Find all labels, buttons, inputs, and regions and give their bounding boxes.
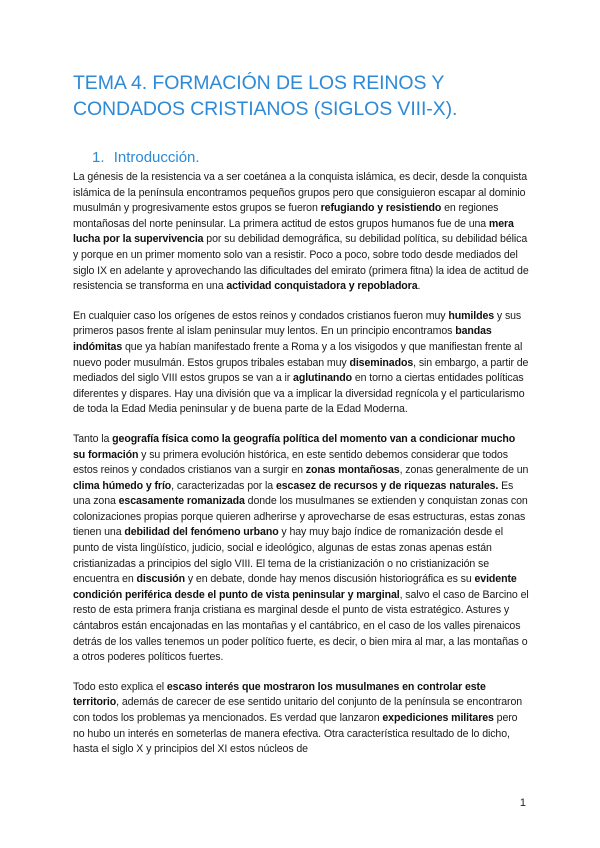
paragraph-text: , salvo el caso de Barcino el resto de esta primera franja cristiana es marginal desde el punto de vista estratégico. Astures y cántabros están encajonadas en las montañas y el cantábrico, en el caso de los valles pirenaicos detrás de los valles tenemos un poder político fuerte, es decir, o bien mira al mar, a las montañas o a otros poderes políticos fuertes. [73,588,529,664]
emphasis-text: diseminados [349,356,414,369]
paragraph-text: y hay muy bajo índice de romanización desde el punto de vista lingüístico, judicio, social e ideológico, algunas de estas zonas apenas están cristianizadas a principios del siglo VIII. El tema de la cristianización o no cristianización se encuentra en [73,526,503,586]
emphasis-text: discusión [136,573,186,586]
paragraph-text: y su primera evolución histórica, en este sentido debemos considerar que todos estos reinos y condados cristianos van a surgir en [73,448,508,477]
paragraph [73,432,529,666]
paragraph [73,680,529,758]
emphasis-text: expediciones militares [382,712,494,724]
paragraph-text: por su debilidad demográfica, su debilidad política, su debilidad bélica y porque en un primer momento solo van a resistir. Poco a poco, sobre todo desde mediados del siglo IX en adelante y aprovechando las dificultades del emirato (primera fitna) la idea de actitud de resistencia se transforma en una [73,233,529,293]
section-title: Introducción. [113,149,200,166]
paragraph-text: , caracterizadas por la [171,479,276,492]
paragraph-text: , zonas generalmente de un [399,464,529,477]
paragraph-text: , sin embargo, a partir de mediados del siglo VIII estos grupos se van a ir [73,356,529,385]
emphasis-text: actividad conquistadora y repobladora [226,280,418,293]
paragraph-text: Todo esto explica el [73,680,167,693]
paragraph-text: pero no hubo un interés en someterlas de manera efectiva. Otra característica resultado de lo dicho, hasta el siglo X y principios del XI estos núcleos de [73,712,518,756]
paragraph-text: En cualquier caso los orígenes de estos reinos y condados cristianos fueron muy [73,309,449,322]
emphasis-text: refugiando y resistiendo [320,202,442,215]
section-heading [92,149,200,167]
emphasis-text: humildes [448,309,495,322]
paragraph-text: que ya habían manifestado frente a Roma y a los visigodos y que manifiestan frente al nuevo poder musulmán. Estos grupos tribales estaban muy [73,340,523,369]
paragraph-text: La génesis de la resistencia va a ser coetánea a la conquista islámica, es decir, desde la conquista islámica de la península encontramos pequeños grupos pero que consiguieron escapar al dominio musulmán y progresivamente estos grupos se fueron [73,171,528,215]
paragraph-text: Es una zona [73,479,514,508]
emphasis-text: escasez de recursos y de riquezas naturales. [275,479,499,492]
emphasis-text: geografía física como la geografía política del momento van a condicionar mucho su formación [73,432,516,461]
paragraph-text: y sus primeros pasos frente al islam peninsular muy lentos. En un principio encontramos [73,309,522,338]
paragraph [73,309,529,418]
section-number: 1. [92,149,105,166]
paragraph-text: y en debate, donde hay menos discusión historiográfica es su [185,573,475,586]
emphasis-text: debilidad del fenómeno urbano [124,526,279,539]
page-number: 1 [519,797,526,809]
paragraph-text: Tanto la [73,432,113,445]
paragraph-text: . [417,280,421,293]
document-title: TEMA 4. FORMACIÓN DE LOS REINOS Y CONDADOS CRISTIANOS (SIGLOS VIII-X). [73,72,458,120]
emphasis-text: zonas montañosas [305,464,400,477]
emphasis-text: clima húmedo y frío [73,479,172,492]
paragraph [73,170,529,295]
emphasis-text: evidente condición periférica desde el punto de vista peninsular y marginal [73,573,517,601]
emphasis-text: aglutinando [293,372,352,385]
emphasis-text: mera lucha por la supervivencia [73,217,514,246]
body-text [73,170,529,772]
paragraph-text: en regiones montañosas del norte peninsular. La primera actitud de estos grupos humanos fue de una [73,202,499,230]
paragraph-text: , además de carecer de ese sentido unitario del conjunto de la península se encontraron con todos los problemas ya mencionados. Es verdad que lanzaron [73,696,523,724]
emphasis-text: bandas indómitas [73,325,492,353]
emphasis-text: escasamente romanizada [118,495,245,508]
emphasis-text: escaso interés que mostraron los musulmanes en controlar este territorio [73,680,486,709]
paragraph-text: donde los musulmanes se extienden y conquistan zonas con colonizaciones propias porque quieren adherirse y aprovecharse de esas estructuras, estas zonas tienen una [73,495,528,539]
paragraph-text: en torno a ciertas entidades políticas diferentes y dispares. Hay una división que va a implicar la diversidad regnícola y el particularismo de toda la Edad Media peninsular y de buena parte de la Edad Moderna. [73,372,525,416]
